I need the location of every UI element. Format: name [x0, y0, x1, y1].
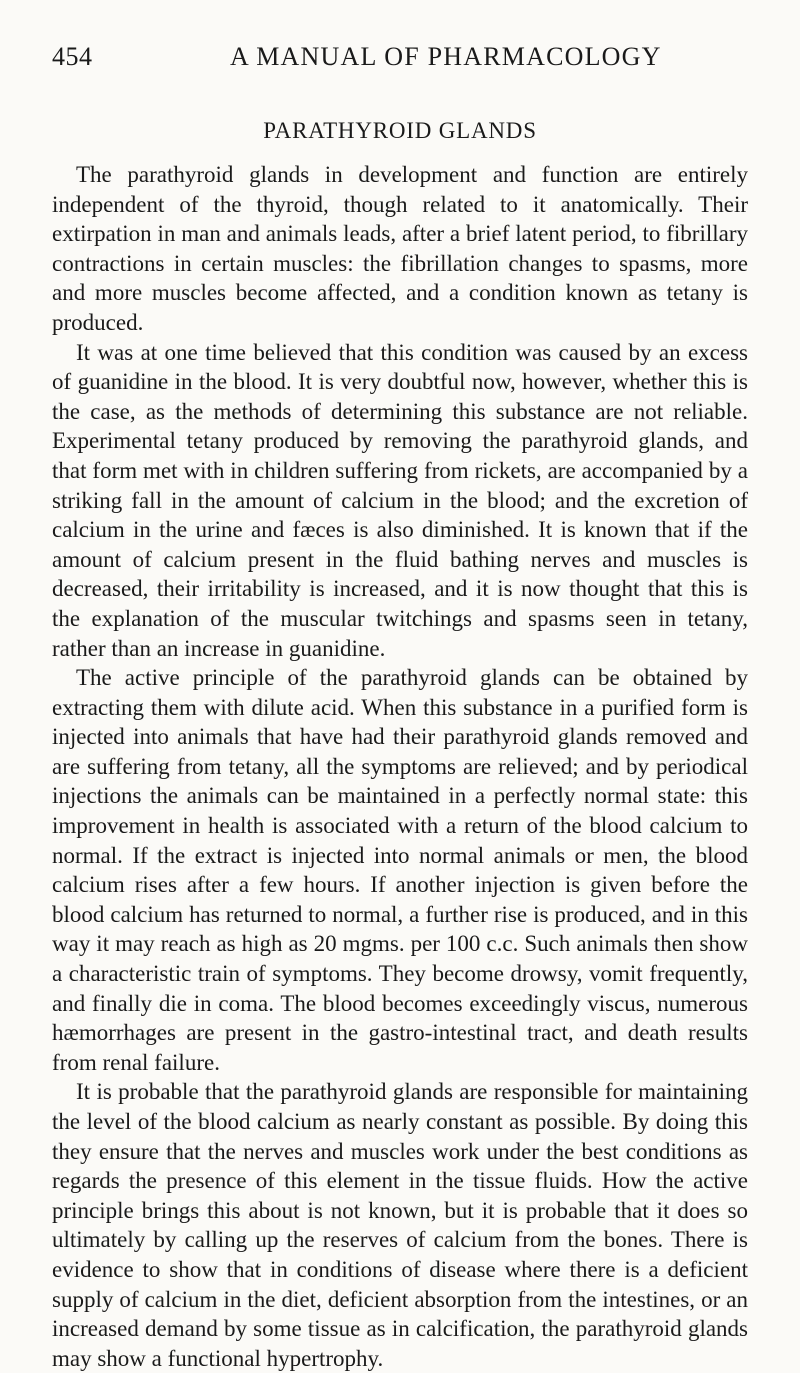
paragraph: It is probable that the parathyroid glands are responsible for maintaining the level of the blood calcium as nearly constant as possible. By doing this they ensure that the nerves and muscles work under the best conditions as regards the presence of this element in the tissue fluids. How the active principle brings this about is not known, but it is probable that it does so ultimately by calling up the reserves of calcium from the bones. There is evidence to show that in conditions of disease where there is a deficient supply of calcium in the diet, deficient absorption from the intestines, or an increased demand by some tissue as in calcification, the parathyroid glands may show a functional hypertrophy.	[52, 1079, 748, 1371]
section-heading: PARATHYROID GLANDS	[263, 118, 537, 143]
running-header	[52, 42, 748, 76]
paragraph: The parathyroid glands in development and function are entirely independent of the thyroid, though related to it anatomically. Their extirpation in man and animals leads, after a brief latent period, to fibrillary contractions in certain muscles: the fibrillation changes to spasms, more and more muscles become affected, and a condition known as tetany is produced.	[52, 162, 748, 335]
body-text	[52, 160, 748, 1373]
page-number: 454	[52, 42, 93, 71]
paragraph: It was at one time believed that this condition was caused by an excess of guanidine in the blood. It is very doubtful now, however, whether this is the case, as the methods of determining this substance are not reliable. Experimental tetany produced by removing the parathyroid glands, and that form met with in children suffering from rickets, are accompanied by a striking fall in the amount of calcium in the blood; and the excretion of calcium in the urine and fæces is also diminished. It is known that if the amount of calcium present in the fluid bathing nerves and muscles is decreased, their irritability is increased, and it is now thought that this is the explanation of the muscular twitchings and spasms seen in tetany, rather than an increase in guanidine.	[52, 339, 748, 661]
paragraph: The active principle of the parathyroid glands can be obtained by extracting them with dilute acid. When this substance in a purified form is injected into animals that have had their parathyroid glands removed and are suffering from tetany, all the symptoms are relieved; and by periodical injections the animals can be maintained in a perfectly normal state: this improvement in health is associated with a return of the blood calcium to normal. If the extract is injected into normal animals or men, the blood calcium rises after a few hours. If another injection is given before the blood calcium has returned to normal, a further rise is produced, and in this way it may reach as high as 20 mgms. per 100 c.c. Such animals then show a characteristic train of symptoms. They become drowsy, vomit frequently, and finally die in coma. The blood becomes exceedingly viscus, numerous hæmorrhages are present in the gastro-intestinal tract, and death results from renal failure.	[52, 665, 748, 1075]
running-title: A MANUAL OF PHARMACOLOGY	[230, 42, 662, 71]
